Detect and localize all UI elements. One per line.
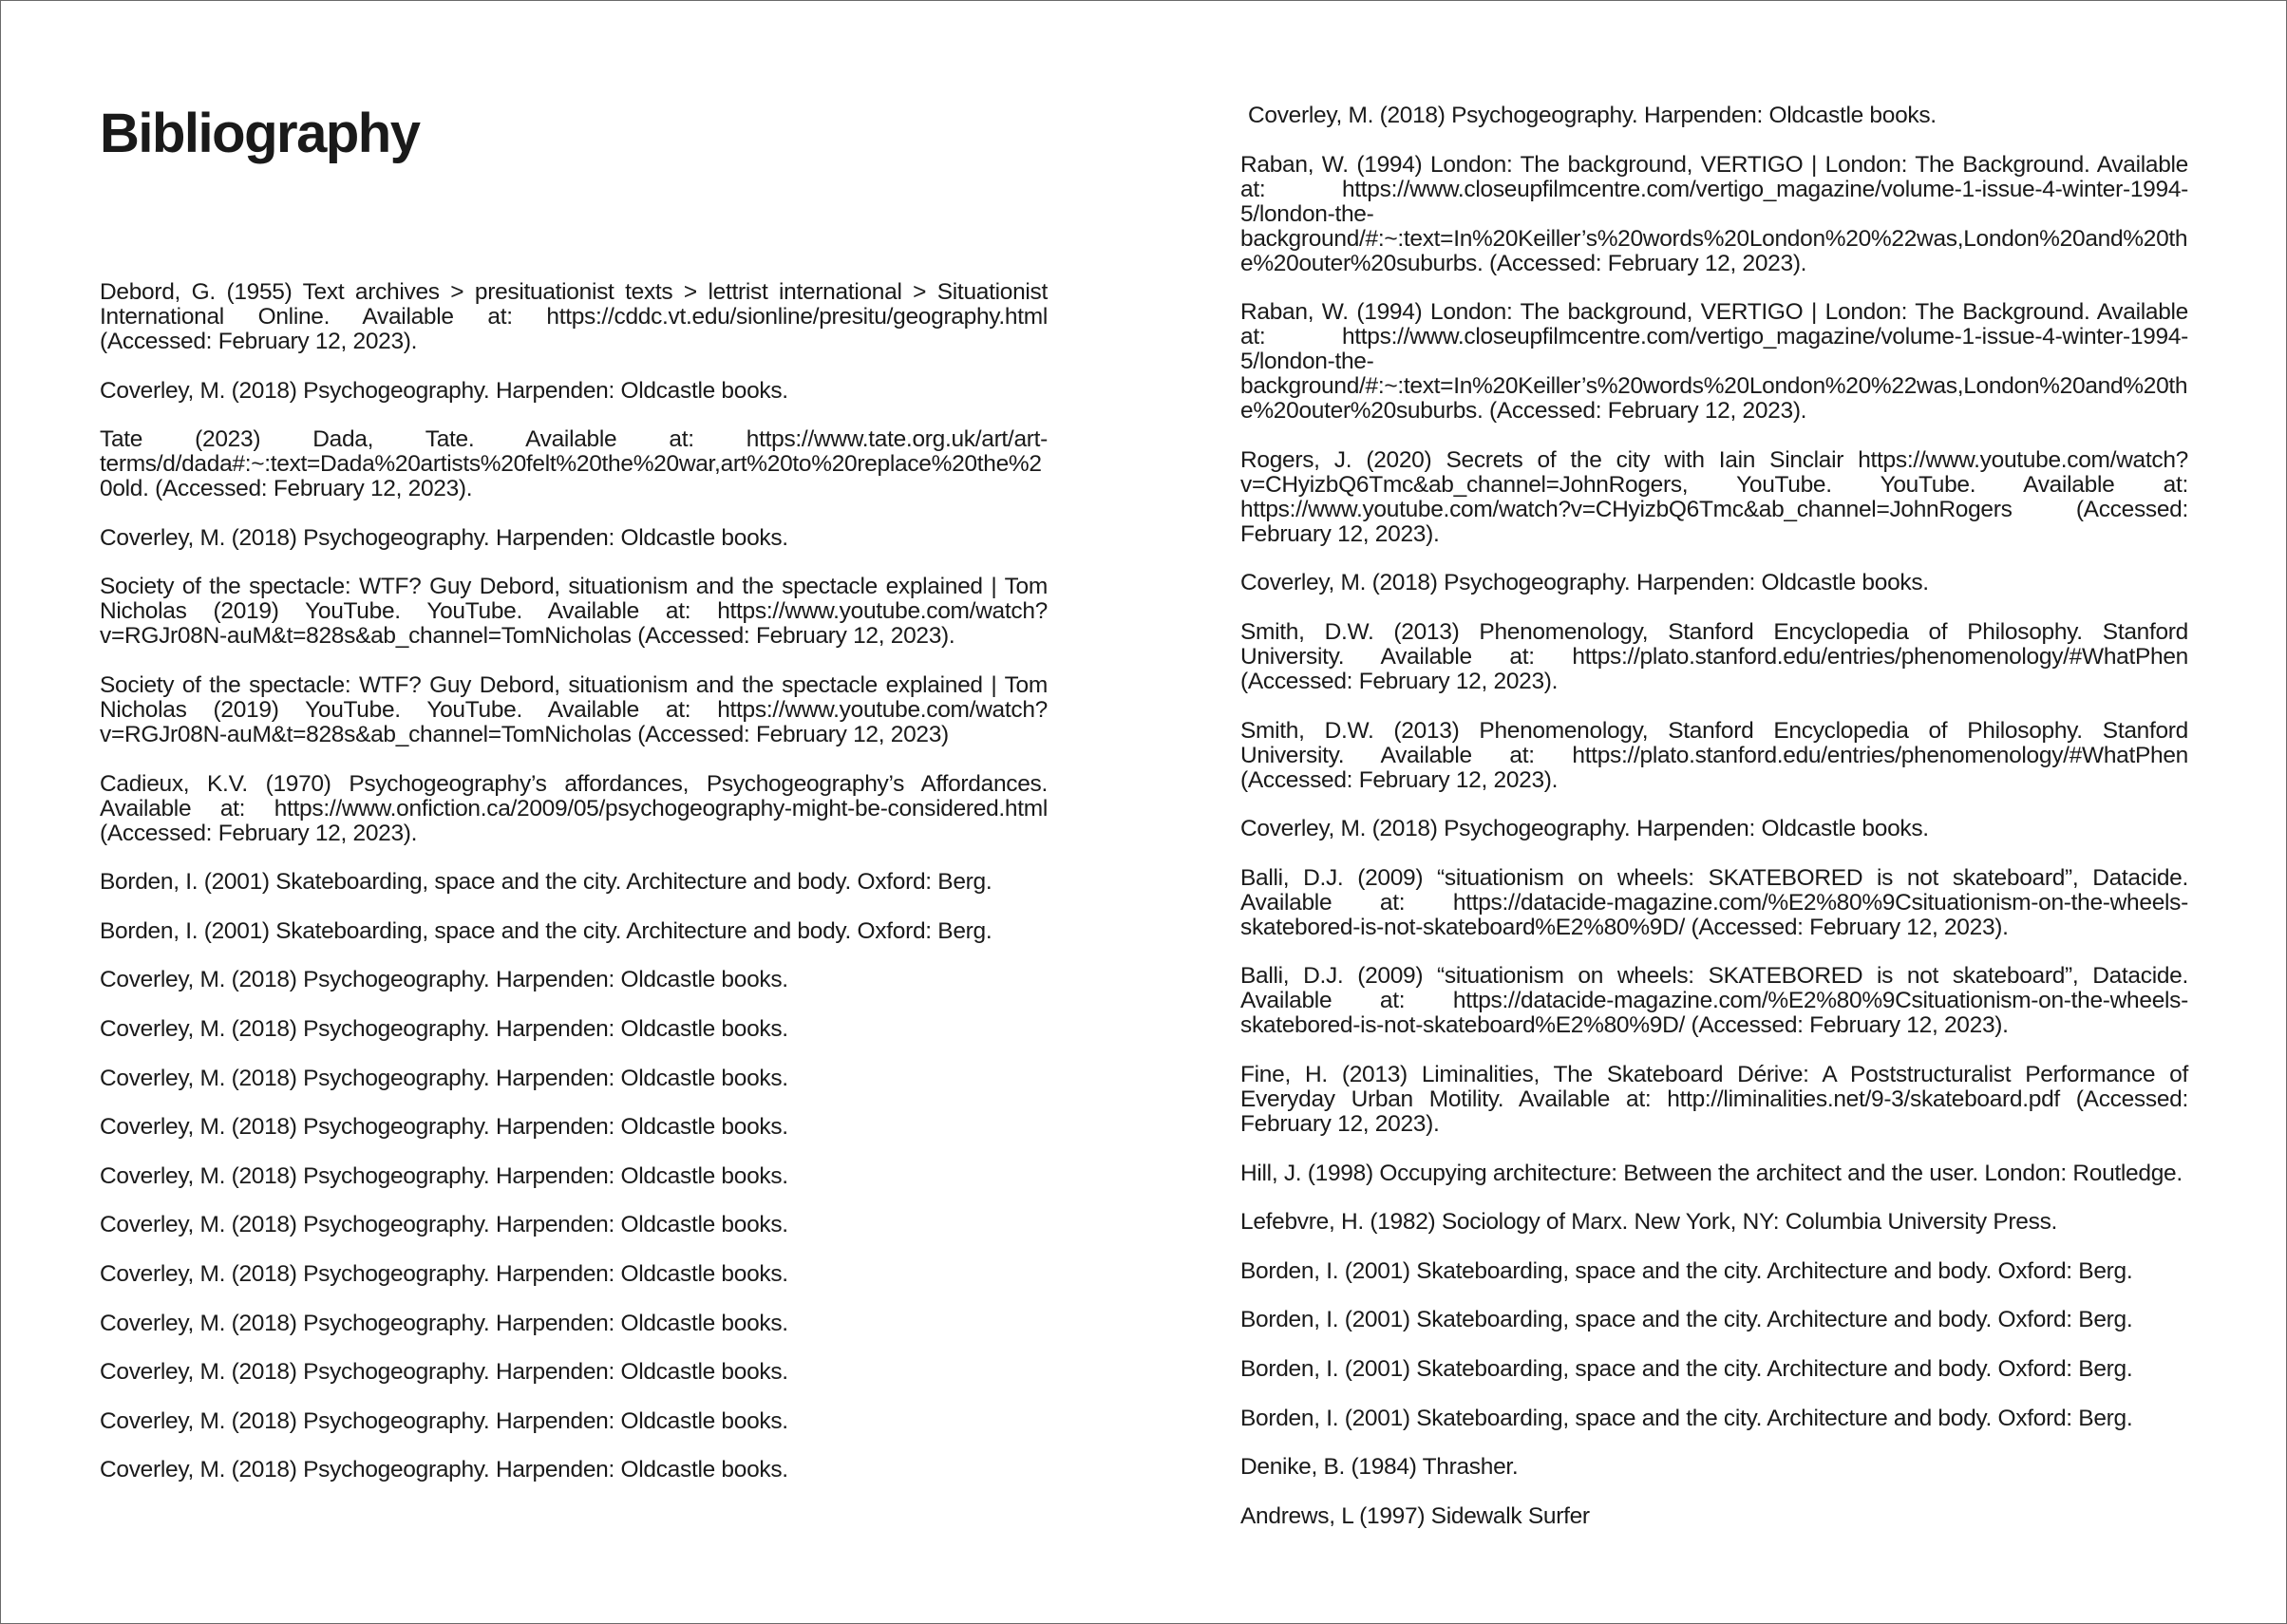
bibliography-entry: Tate (2023) Dada, Tate. Available at: https://www.tate.org.uk/art/art-terms/d/dada#:~:text=Dada%20artists%20felt%20the%20war,art%20to%20replace%20the%20old. (Accessed: February 12, 2023). [100, 426, 1048, 502]
bibliography-left-column [100, 280, 1048, 1507]
bibliography-entry: Borden, I. (2001) Skateboarding, space and the city. Architecture and body. Oxford: Berg. [1240, 1257, 2133, 1284]
bibliography-entry: Society of the spectacle: WTF? Guy Debord, situationism and the spectacle explained | Tom Nicholas (2019) YouTube. YouTube. Available at: https://www.youtube.com/watch?v=RGJr08N-auM&t=828s&ab_channel=TomNicholas (Accessed: February 12, 2023) [100, 671, 1048, 747]
bibliography-entry: Coverley, M. (2018) Psychogeography. Harpenden: Oldcastle books. [100, 1457, 788, 1483]
bibliography-entry: Coverley, M. (2018) Psychogeography. Harpenden: Oldcastle books. [100, 1212, 788, 1238]
bibliography-entry: Balli, D.J. (2009) “situationism on wheels: SKATEBORED is not skateboard”, Datacide. Available at: https://datacide-magazine.com/%E2%80%9Csituationism-on-the-wheels-skatebored-is-not-skateboard%E2%80%9D/ (Accessed: February 12, 2023). [1240, 963, 2188, 1039]
bibliography-right-column [1240, 104, 2188, 1553]
bibliography-entry: Lefebvre, H. (1982) Sociology of Marx. New York, NY: Columbia University Press. [1240, 1209, 2058, 1236]
bibliography-entry: Raban, W. (1994) London: The background, VERTIGO | London: The Background. Available at: https://www.closeupfilmcentre.com/vertigo_magazine/volume-1-issue-4-winter-1994-5/london-the-background/#:~:text=In%20Keiller’s%20words%20London%20%22was,London%20and%20the%20outer%20suburbs. (Accessed: February 12, 2023). [1240, 151, 2188, 276]
bibliography-entry: Cadieux, K.V. (1970) Psychogeography’s affordances, Psychogeography’s Affordances. Available at: https://www.onfiction.ca/2009/05/psychogeography-might-be-considered.html (Accessed: February 12, 2023). [100, 770, 1048, 846]
bibliography-entry: Raban, W. (1994) London: The background, VERTIGO | London: The Background. Available at: https://www.closeupfilmcentre.com/vertigo_magazine/volume-1-issue-4-winter-1994-5/london-the-background/#:~:text=In%20Keiller’s%20words%20London%20%22was,London%20and%20the%20outer%20suburbs. (Accessed: February 12, 2023). [1240, 299, 2188, 425]
page-title: Bibliography [100, 103, 420, 164]
bibliography-entry: Coverley, M. (2018) Psychogeography. Harpenden: Oldcastle books. [1240, 816, 1929, 842]
bibliography-entry: Borden, I. (2001) Skateboarding, space and the city. Architecture and body. Oxford: Berg. [100, 917, 992, 944]
bibliography-entry: Borden, I. (2001) Skateboarding, space and the city. Architecture and body. Oxford: Berg. [1240, 1405, 2133, 1431]
bibliography-entry: Coverley, M. (2018) Psychogeography. Harpenden: Oldcastle books. [100, 967, 788, 993]
bibliography-entry: Borden, I. (2001) Skateboarding, space and the city. Architecture and body. Oxford: Berg. [1240, 1307, 2133, 1333]
bibliography-entry: Coverley, M. (2018) Psychogeography. Harpenden: Oldcastle books. [100, 377, 788, 404]
bibliography-entry: Society of the spectacle: WTF? Guy Debord, situationism and the spectacle explained | Tom Nicholas (2019) YouTube. YouTube. Available at: https://www.youtube.com/watch?v=RGJr08N-auM&t=828s&ab_channel=TomNicholas (Accessed: February 12, 2023). [100, 574, 1048, 650]
bibliography-entry: Coverley, M. (2018) Psychogeography. Harpenden: Oldcastle books. [100, 1310, 788, 1336]
bibliography-entry: Balli, D.J. (2009) “situationism on wheels: SKATEBORED is not skateboard”, Datacide. Available at: https://datacide-magazine.com/%E2%80%9Csituationism-on-the-wheels-skatebored-is-not-skateboard%E2%80%9D/ (Accessed: February 12, 2023). [1240, 864, 2188, 940]
bibliography-entry: Debord, G. (1955) Text archives > presituationist texts > lettrist international > Situationist International Online. Available at: https://cddc.vt.edu/sionline/presitu/geography.html (Accessed: February 12, 2023). [100, 279, 1048, 354]
bibliography-entry: Coverley, M. (2018) Psychogeography. Harpenden: Oldcastle books. [100, 1114, 788, 1141]
bibliography-entry: Smith, D.W. (2013) Phenomenology, Stanford Encyclopedia of Philosophy. Stanford University. Available at: https://plato.stanford.edu/entries/phenomenology/#WhatPhen (Accessed: February 12, 2023). [1240, 717, 2188, 793]
bibliography-entry: Coverley, M. (2018) Psychogeography. Harpenden: Oldcastle books. [100, 524, 788, 551]
bibliography-entry: Rogers, J. (2020) Secrets of the city with Iain Sinclair https://www.youtube.com/watch?v=CHyizbQ6Tmc&ab_channel=JohnRogers, YouTube. YouTube. Available at: https://www.youtube.com/watch?v=CHyizbQ6Tmc&ab_channel=JohnRogers (Accessed: February 12, 2023). [1240, 446, 2188, 547]
bibliography-entry: Hill, J. (1998) Occupying architecture: Between the architect and the user. London: Routledge. [1240, 1160, 2183, 1186]
bibliography-entry: Borden, I. (2001) Skateboarding, space and the city. Architecture and body. Oxford: Berg. [100, 869, 992, 896]
bibliography-entry: Coverley, M. (2018) Psychogeography. Harpenden: Oldcastle books. [1248, 103, 1937, 128]
bibliography-entry: Coverley, M. (2018) Psychogeography. Harpenden: Oldcastle books. [1240, 570, 1929, 596]
bibliography-entry: Coverley, M. (2018) Psychogeography. Harpenden: Oldcastle books. [100, 1015, 788, 1042]
bibliography-entry: Borden, I. (2001) Skateboarding, space and the city. Architecture and body. Oxford: Berg. [1240, 1355, 2133, 1382]
bibliography-entry: Coverley, M. (2018) Psychogeography. Harpenden: Oldcastle books. [100, 1065, 788, 1091]
bibliography-entry: Fine, H. (2013) Liminalities, The Skateboard Dérive: A Poststructuralist Performance of Everyday Urban Motility. Available at: http://liminalities.net/9-3/skateboard.pdf (Accessed: February 12, 2023). [1240, 1061, 2188, 1137]
bibliography-entry: Coverley, M. (2018) Psychogeography. Harpenden: Oldcastle books. [100, 1260, 788, 1287]
bibliography-entry: Andrews, L (1997) Sidewalk Surfer [1240, 1502, 1590, 1529]
bibliography-entry: Coverley, M. (2018) Psychogeography. Harpenden: Oldcastle books. [100, 1162, 788, 1189]
bibliography-entry: Coverley, M. (2018) Psychogeography. Harpenden: Oldcastle books. [100, 1359, 788, 1386]
bibliography-entry: Coverley, M. (2018) Psychogeography. Harpenden: Oldcastle books. [100, 1407, 788, 1434]
bibliography-entry: Denike, B. (1984) Thrasher. [1240, 1454, 1519, 1481]
bibliography-entry: Smith, D.W. (2013) Phenomenology, Stanford Encyclopedia of Philosophy. Stanford University. Available at: https://plato.stanford.edu/entries/phenomenology/#WhatPhen (Accessed: February 12, 2023). [1240, 618, 2188, 694]
